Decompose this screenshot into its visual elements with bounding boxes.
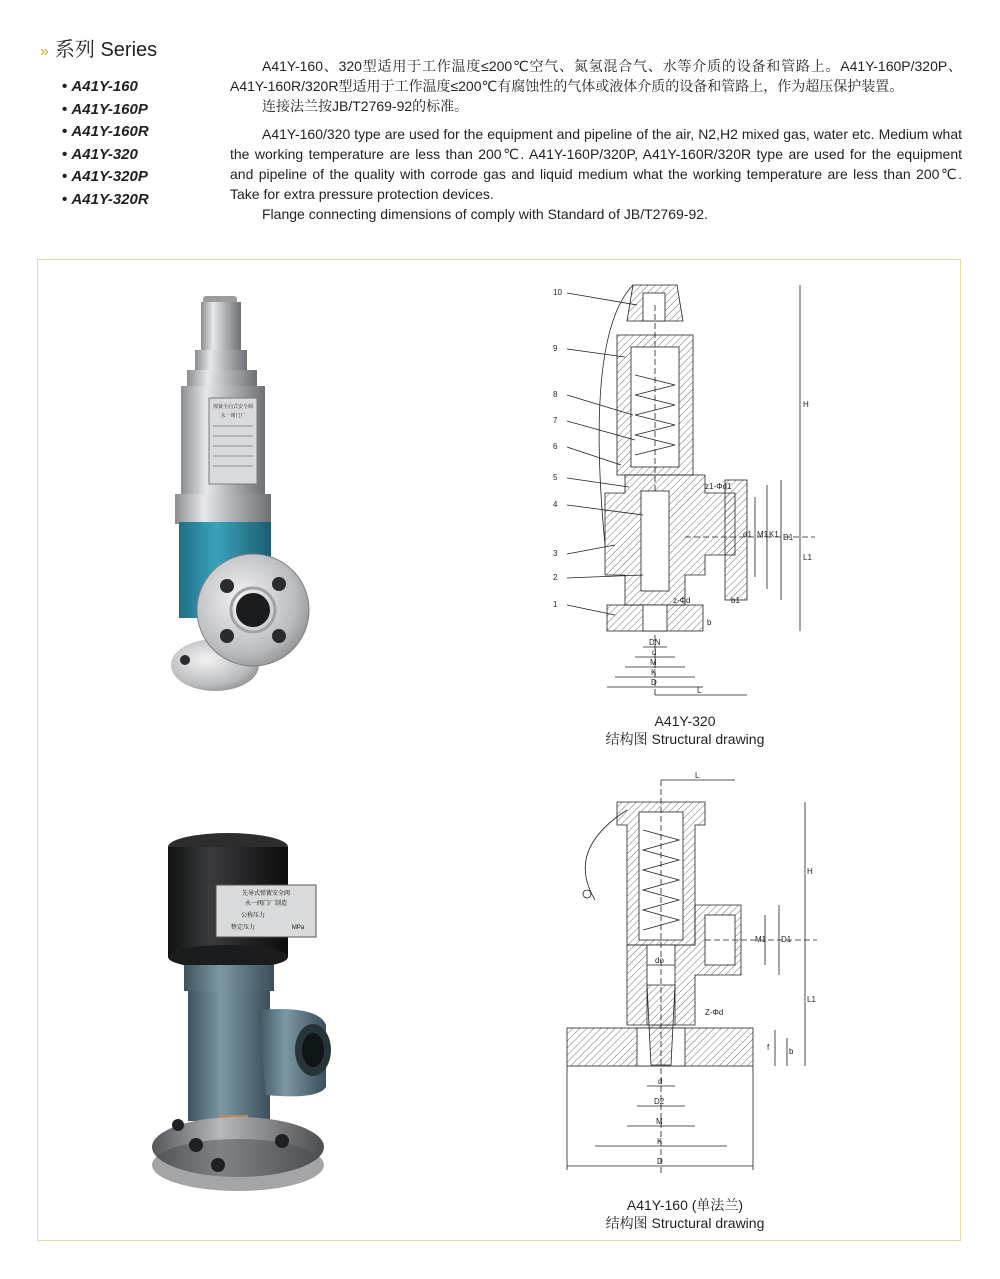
caption-a41y-160 (540, 1196, 830, 1232)
caption-model: A41Y-320 (654, 713, 716, 729)
bolt-hole (189, 1138, 203, 1152)
description-block (230, 56, 962, 224)
nameplate (209, 398, 257, 484)
bonnet-ring (187, 370, 257, 388)
bolt-hole (172, 1119, 184, 1131)
dim-label: M (656, 1117, 663, 1126)
dim-label: L (695, 771, 700, 780)
dim-label: M (650, 658, 657, 667)
part-number: 10 (553, 288, 562, 297)
cap (201, 302, 241, 352)
dim-label: L (697, 686, 702, 695)
description-cn-1: A41Y-160、320型适用于工作温度≤200℃空气、氮氢混合气、水等介质的设备和管路上。A41Y-160P/320P、A41Y-160R/320R型适用于工作温度≤200℃有腐蚀性的气体或液体介质的设备和管路上，作为超压保护装置。 (230, 58, 962, 94)
dim-label: H (803, 400, 809, 409)
series-label: 系列 Series (54, 39, 158, 61)
bolt-hole (272, 577, 286, 591)
bolt-hole (211, 1158, 225, 1172)
nameplate-text: 永一阀门厂制造 (244, 901, 288, 907)
dim-label: D (651, 678, 657, 687)
description-en-2: Flange connecting dimensions of comply with Standard of JB/T2769-92. (262, 206, 708, 222)
bolt-hole (272, 629, 286, 643)
outlet-bore (236, 593, 270, 627)
model-item: • A41Y-320R (62, 189, 149, 212)
nameplate-text: 整定压力 (230, 925, 256, 931)
dim-label: M1 (757, 530, 769, 539)
double-chevron-icon: » (40, 43, 49, 60)
caption-a41y-320 (540, 712, 830, 748)
description-cn-2: 连接法兰按JB/T2769-92的标准。 (262, 98, 469, 114)
part-number: 8 (553, 390, 558, 399)
dim-label: b (789, 1047, 794, 1056)
valve-body (188, 991, 270, 1121)
bolt-hole (220, 629, 234, 643)
description-en-1: A41Y-160/320 type are used for the equipment and pipeline of the air, N2,H2 mixed gas, water etc. Medium what the working temperature are less than 200℃. A41Y-160P/320P, A41Y-160R/320R type are used for the equipment and pipeline of the quality with corrode gas and liquid medium what the working temperature are less than 200℃. Take for extra pressure protection devices. (230, 126, 962, 202)
caption-title: 结构图 Structural drawing (605, 1215, 765, 1231)
dim-label: M1 (755, 935, 767, 944)
model-item: • A41Y-160P (62, 99, 149, 122)
bolt-hole (180, 655, 190, 665)
part-number: 7 (553, 416, 558, 425)
dim-label: D (657, 1157, 663, 1166)
structural-drawing-a41y-320 (545, 275, 820, 700)
caption-title: 结构图 Structural drawing (605, 731, 765, 747)
dim-label: z1-Φd1 (705, 482, 732, 491)
part-number: 3 (553, 549, 558, 558)
dim-label: K1 (769, 530, 779, 539)
nameplate-text: 公称压力 (240, 913, 266, 919)
dim-label: D2 (654, 1097, 665, 1106)
part-number: 1 (553, 600, 558, 609)
model-item: • A41Y-320P (62, 166, 149, 189)
model-item: • A41Y-160R (62, 121, 149, 144)
dim-label: d1 (743, 530, 752, 539)
dim-label: b (707, 618, 712, 627)
dim-label: DN (649, 638, 661, 647)
thread-collar (184, 965, 274, 991)
hex-nut (175, 494, 271, 524)
nameplate-text: MPa (291, 925, 305, 931)
bolt-hole (220, 579, 234, 593)
dim-label: L1 (803, 553, 812, 562)
caption-model: A41Y-160 (单法兰) (626, 1197, 744, 1213)
dim-label: D1 (783, 533, 794, 542)
dim-label: d (652, 648, 657, 657)
dim-label: D1 (781, 935, 792, 944)
dim-label: K (651, 668, 657, 677)
part-number: 6 (553, 442, 558, 451)
part-number: 9 (553, 344, 558, 353)
part-number: 4 (553, 500, 558, 509)
dim-label: Z-Φd (705, 1008, 724, 1017)
model-item: • A41Y-320 (62, 144, 149, 167)
dim-label: f (767, 1043, 770, 1052)
outlet-bore (302, 1033, 324, 1067)
dim-label: K (657, 1137, 663, 1146)
dim-label: do (655, 956, 664, 965)
valve-photo-a41y-320 (165, 290, 345, 700)
bolt-hole (275, 1134, 289, 1148)
nut (195, 350, 247, 372)
dim-label: d (658, 1077, 663, 1086)
structural-drawing-a41y-160 (555, 770, 825, 1180)
part-number: 2 (553, 573, 558, 582)
dim-label: H (807, 867, 813, 876)
dim-label: b1 (731, 596, 740, 605)
valve-photo-a41y-160 (148, 825, 348, 1195)
series-heading (40, 33, 157, 62)
part-number: 5 (553, 473, 558, 482)
dim-label: z-Φd (673, 596, 691, 605)
nameplate-text: 永一阀门厂 (220, 413, 246, 419)
model-list (62, 76, 149, 211)
model-item: • A41Y-160 (62, 76, 149, 99)
dim-label: L1 (807, 995, 816, 1004)
nameplate-text: 先导式弹簧安全阀 (241, 891, 291, 897)
nameplate-text: 弹簧全启式安全阀 (212, 404, 254, 410)
